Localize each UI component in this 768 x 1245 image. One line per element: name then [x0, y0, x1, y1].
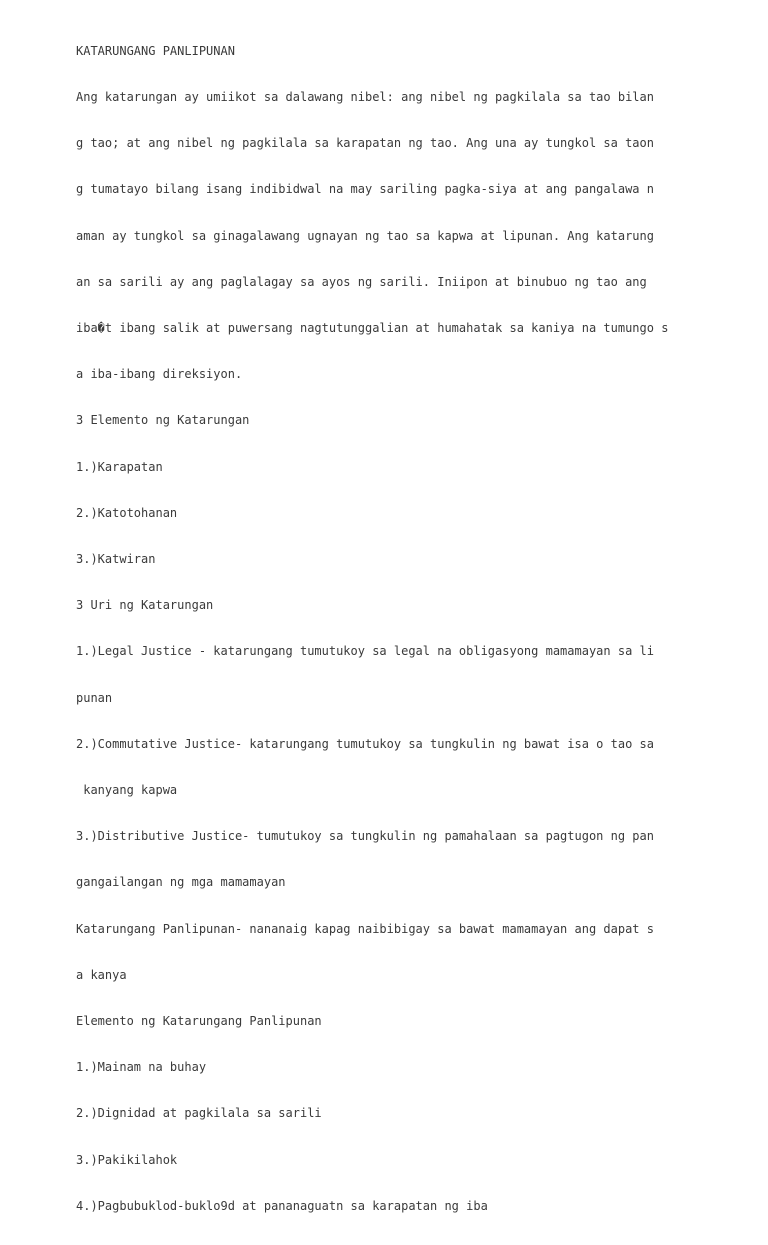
list-item: 1.)Legal Justice - katarungang tumutukoy sa legal na obligasyong mamamayan sa li: [76, 644, 654, 659]
text-line: a kanya: [76, 967, 127, 982]
list-item: 2.)Dignidad at pagkilala sa sarili: [76, 1106, 322, 1121]
list-item: punan: [76, 690, 113, 705]
list-item: 3.)Pakikilahok: [76, 1152, 178, 1167]
document-title: KATARUNGANG PANLIPUNAN: [76, 43, 235, 58]
list-item: 3.)Distributive Justice- tumutukoy sa tungkulin ng pamahalaan sa pagtugon ng pan: [76, 829, 654, 844]
list-item: 1.)Karapatan: [76, 459, 163, 474]
list-item: 2.)Commutative Justice- katarungang tumutukoy sa tungkulin ng bawat isa o tao sa: [76, 736, 654, 751]
text-line: iba�t ibang salik at puwersang nagtutunggalian at humahatak sa kaniya na tumungo s: [76, 321, 669, 336]
list-item: kanyang kapwa: [76, 783, 178, 798]
section-heading: 3 Uri ng Katarungan: [76, 598, 214, 613]
document-text: [76, 13, 716, 1245]
text-line: an sa sarili ay ang paglalagay sa ayos ng sarili. Iniipon at binubuo ng tao ang: [76, 274, 647, 289]
text-line: Katarungang Panlipunan- nananaig kapag naibibigay sa bawat mamamayan ang dapat s: [76, 921, 654, 936]
list-item: 3.)Katwiran: [76, 552, 156, 567]
text-line: Ang katarungan ay umiikot sa dalawang nibel: ang nibel ng pagkilala sa tao bilan: [76, 90, 654, 105]
list-item: 2.)Katotohanan: [76, 505, 178, 520]
text-line: g tao; at ang nibel ng pagkilala sa karapatan ng tao. Ang una ay tungkol sa taon: [76, 136, 654, 151]
section-heading: 3 Elemento ng Katarungan: [76, 413, 250, 428]
text-line: a iba-ibang direksiyon.: [76, 367, 243, 382]
text-line: aman ay tungkol sa ginagalawang ugnayan ng tao sa kapwa at lipunan. Ang katarung: [76, 228, 654, 243]
section-heading: Elemento ng Katarungang Panlipunan: [76, 1014, 322, 1029]
list-item: 4.)Pagbubuklod-buklo9d at pananaguatn sa karapatan ng iba: [76, 1198, 488, 1213]
list-item: 1.)Mainam na buhay: [76, 1060, 207, 1075]
text-line: g tumatayo bilang isang indibidwal na may sariling pagka-siya at ang pangalawa n: [76, 182, 654, 197]
list-item: gangailangan ng mga mamamayan: [76, 875, 286, 890]
